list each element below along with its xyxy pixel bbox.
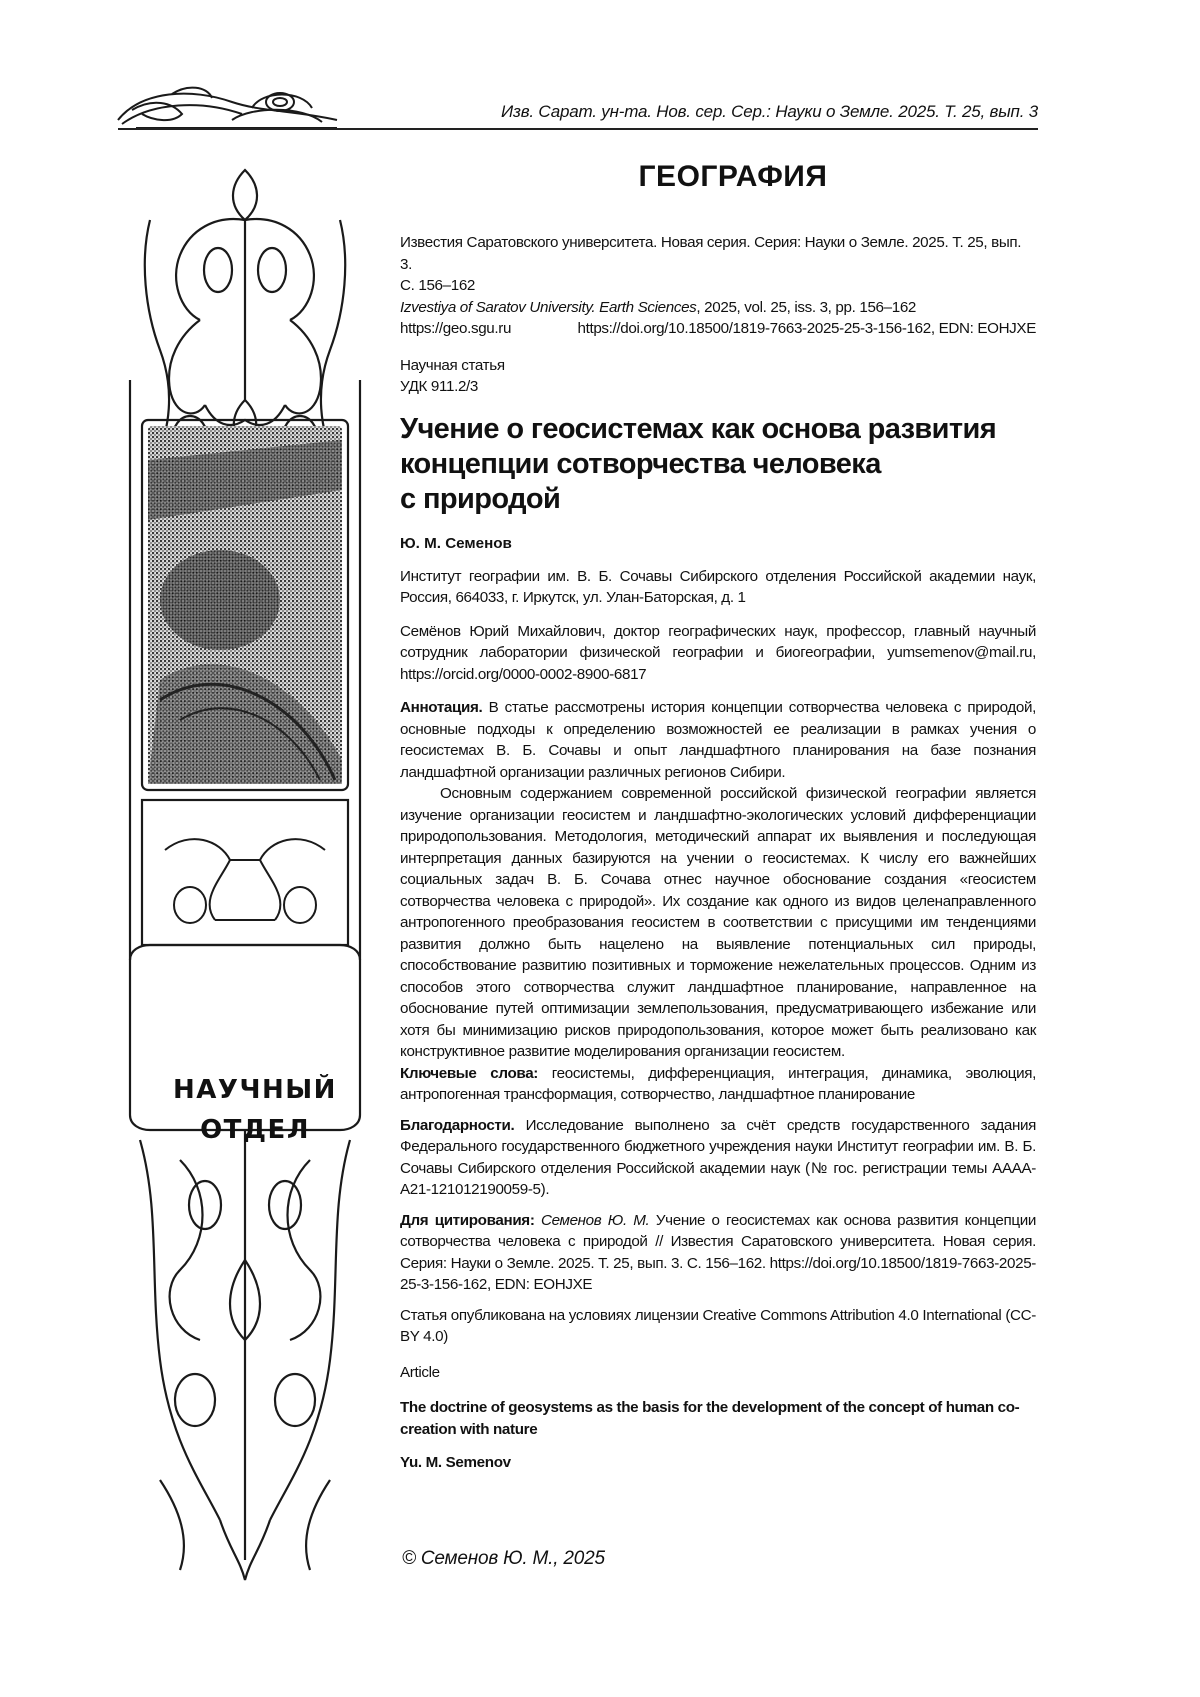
en-article-type: Article [400, 1363, 440, 1381]
copyright: © Семенов Ю. М., 2025 [402, 1548, 605, 1569]
cite-as [400, 1210, 1036, 1296]
author-info: Семёнов Юрий Михайлович, доктор географических наук, профессор, главный научный сотрудник лаборатории физической географии и биогеографии, yumsemenov@mail.ru, https://orcid.org/0000-0002-8900-6817 [400, 622, 1036, 683]
affiliation: Институт географии им. В. Б. Сочавы Сибирского отделения Российской академии наук, Россия, 664033, г. Иркутск, ул. Улан-Баторская, д. 1 [400, 567, 1036, 606]
header-ornament-icon [112, 80, 342, 132]
article-title-line: Учение о геосистемах как основа развития [400, 412, 997, 445]
side-label-line-2: ОТДЕЛ [200, 1115, 310, 1145]
acknowledgments-text: Исследование выполнено за счёт средств государственного задания Федерального государственного бюджетного учреждения науки Институт географии им. В. Б. Сочавы Сибирского отделения Российской академии наук (№ гос. регистрации темы АААА-А21-121012190059-5). [400, 1116, 1037, 1198]
article-type: Научная статья [400, 356, 505, 374]
header-rule [118, 128, 1038, 130]
doi-link[interactable]: https://doi.org/10.18500/1819-7663-2025-25-3-156-162, EDN: EOHJXE [577, 320, 1036, 337]
acknowledgments [400, 1115, 1036, 1201]
keywords-text: геосистемы, дифференциация, интеграция, динамика, эволюция, антропогенная трансформация, сотворчество, ландшафтное планирование [400, 1064, 1036, 1103]
citation-ru [400, 232, 1036, 297]
cite-as-label: Для цитирования: [400, 1211, 535, 1229]
keywords-label: Ключевые слова: [400, 1064, 538, 1082]
article-title-line: концепции сотворчества человека [400, 447, 881, 480]
en-author: Yu. M. Semenov [400, 1454, 511, 1471]
abstract-paragraph-2: Основным содержанием современной российской физической географии является изучение организации геосистем и ландшафтно-экологических условий дифференциации природопользования. Методология, методический аппарат их выявления и последующая интерпретация данных базируются на учении о геосистемах. К числу его важнейших социальных задач В. Б. Сочава отнес научное обоснование создания «геосистем сотворчества человека с природой». Их создание как одного из видов целенаправленного антропогенного преобразования геосистем в соответствии с присущими им тенденциями развития должно быть нацелено на выявление потенциальных сил природы, способствование развитию позитивных и торможение нежелательных процессов. Одним из способов этого сотворчества служит ландшафтное планирование, направленное на обоснование путей оптимизации землепользования, предусматривающего избежание или хотя бы минимизацию рисков природопользования, которое может быть реализовано как конструктивное развитие моделирования организации геосистем. [400, 785, 1036, 1060]
author: Ю. М. Семенов [400, 534, 512, 552]
citation-ru-line-2: С. 156–162 [400, 277, 476, 294]
citation-en-rest: , 2025, vol. 25, iss. 3, pp. 156–162 [696, 298, 917, 316]
acknowledgments-label: Благодарности. [400, 1116, 515, 1134]
en-title: The doctrine of geosystems as the basis for the development of the concept of human co-creation with nature [400, 1399, 1020, 1438]
abstract-label: Аннотация. [400, 699, 483, 716]
article-title-line: с природой [400, 482, 561, 515]
citation-en-journal: Izvestiya of Saratov University. Earth Sciences [400, 298, 697, 316]
site-link[interactable]: https://geo.sgu.ru [400, 320, 512, 337]
udc: УДК 911.2/3 [400, 378, 479, 395]
side-section-label [130, 1070, 380, 1150]
cite-as-author: Семенов Ю. М. [540, 1211, 650, 1229]
keywords [400, 1063, 1036, 1106]
license: Статья опубликована на условиях лицензии Creative Commons Attribution 4.0 International (CC-BY 4.0) [400, 1306, 1036, 1345]
decorative-side-panel [120, 160, 370, 1660]
abstract-text: В статье рассмотрены история концепции сотворчества человека с природой, основные подходы к определению возможностей ее реализации в рамках учения о геосистемах В. Б. Сочавы и опыт ландшафтного планирования на базе познания ландшафтной организации различных регионов Сибири. [400, 699, 1036, 781]
side-label-line-1: НАУЧНЫЙ [173, 1075, 337, 1105]
cite-as-text: Учение о геосистемах как основа развития концепции сотворчества человека с природой // Известия Саратовского университета. Новая серия. Серия: Науки о Земле. 2025. Т. 25, вып. 3. С. 156–162. https://doi.org/10.18500/1819-7663-2025-25-3-156-162, EDN: EOHJXE [400, 1211, 1037, 1293]
running-head: Изв. Сарат. ун-та. Нов. сер. Сер.: Науки о Земле. 2025. Т. 25, вып. 3 [501, 102, 1038, 121]
links-line [400, 318, 1036, 340]
citation-ru-line-1: Известия Саратовского университета. Новая серия. Серия: Науки о Земле. 2025. Т. 25, вып. 3. [400, 234, 1022, 273]
section-title: ГЕОГРАФИЯ [638, 160, 828, 193]
article-front-matter [400, 232, 1036, 1474]
abstract [400, 697, 1036, 783]
citation-en [400, 297, 1036, 319]
article-title [400, 412, 1036, 517]
